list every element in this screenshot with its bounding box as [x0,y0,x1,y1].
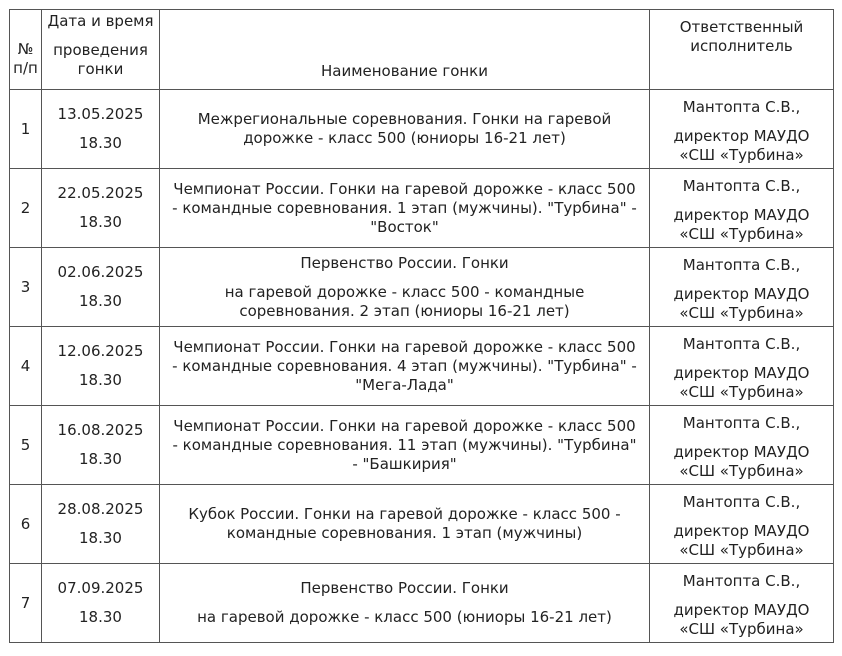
row-datetime [42,327,160,406]
header-datetime-line1: Дата и время [47,12,154,30]
row-responsible-org: «СШ «Турбина» [679,620,804,638]
row-date: 16.08.2025 [57,421,144,439]
row-race-name-text: Чемпионат России. Гонки на гаревой дорожке - класс 500 - командные соревнования. 1 этап (мужчины). "Турбина" - "Восток" [172,179,637,236]
row-responsible-org: «СШ «Турбина» [679,383,804,401]
table-row [10,169,834,248]
row-number: 4 [10,327,42,406]
table-row [10,406,834,485]
header-number: № п/п [10,10,42,90]
row-race-name-text: Чемпионат России. Гонки на гаревой дорожке - класс 500 - командные соревнования. 4 этап (мужчины). "Турбина" - "Мега-Лада" [172,337,637,394]
row-responsible [650,169,834,248]
table-row [10,248,834,327]
row-race-name-text: Межрегиональные соревнования. Гонки на гаревой дорожке - класс 500 (юниоры 16-21 лет) [197,110,612,147]
row-time: 18.30 [79,292,122,310]
header-datetime-line2: проведения гонки [53,41,148,78]
row-responsible [650,485,834,564]
row-responsible [650,327,834,406]
row-datetime [42,248,160,327]
race-schedule-table [9,9,834,643]
row-responsible [650,406,834,485]
row-race-name-text-2: на гаревой дорожке - класс 500 - командные соревнования. 2 этап (юниоры 16-21 лет) [224,282,585,320]
row-race-name-text: Чемпионат России. Гонки на гаревой дорожке - класс 500 - командные соревнования. 11 этап (мужчины). "Турбина" - "Башкирия" [172,416,637,473]
row-responsible-position: директор МАУДО [673,601,810,619]
row-race-name [160,564,650,643]
row-number: 6 [10,485,42,564]
table-row [10,564,834,643]
row-responsible-org: «СШ «Турбина» [679,541,804,559]
row-time: 18.30 [79,608,122,626]
row-race-name-text: Первенство России. Гонки [300,253,509,272]
row-responsible-org: «СШ «Турбина» [679,304,804,322]
header-datetime [42,10,160,90]
row-responsible [650,248,834,327]
row-number: 7 [10,564,42,643]
row-time: 18.30 [79,529,122,547]
row-responsible-name: Мантопта С.В., [682,414,801,432]
row-race-name [160,485,650,564]
row-number: 3 [10,248,42,327]
row-responsible-name: Мантопта С.В., [682,335,801,353]
row-datetime [42,406,160,485]
row-responsible-name: Мантопта С.В., [682,98,801,116]
row-responsible-org: «СШ «Турбина» [679,462,804,480]
row-number: 5 [10,406,42,485]
row-race-name [160,169,650,248]
row-race-name-text: Первенство России. Гонки [300,579,509,597]
row-responsible-position: директор МАУДО [673,522,810,540]
row-responsible-org: «СШ «Турбина» [679,225,804,243]
row-datetime [42,485,160,564]
row-race-name [160,90,650,169]
row-date: 28.08.2025 [57,500,144,518]
row-date: 02.06.2025 [57,263,144,281]
row-responsible [650,564,834,643]
row-responsible-position: директор МАУДО [673,206,810,224]
table-row [10,90,834,169]
row-date: 07.09.2025 [57,579,144,597]
row-datetime [42,90,160,169]
row-responsible-name: Мантопта С.В., [682,572,801,590]
table-row [10,485,834,564]
row-responsible-name: Мантопта С.В., [682,256,801,274]
row-date: 22.05.2025 [57,184,144,202]
row-responsible-position: директор МАУДО [673,443,810,461]
row-time: 18.30 [79,450,122,468]
row-race-name [160,406,650,485]
row-responsible-position: директор МАУДО [673,127,810,145]
row-responsible-position: директор МАУДО [673,285,810,303]
row-race-name [160,248,650,327]
table-row [10,327,834,406]
row-date: 13.05.2025 [57,105,144,123]
row-datetime [42,564,160,643]
row-number: 2 [10,169,42,248]
row-responsible-org: «СШ «Турбина» [679,146,804,164]
row-race-name-text-2: на гаревой дорожке - класс 500 (юниоры 16-21 лет) [197,608,612,626]
row-time: 18.30 [79,213,122,231]
header-race-name: Наименование гонки [160,10,650,90]
row-datetime [42,169,160,248]
row-time: 18.30 [79,371,122,389]
row-responsible-name: Мантопта С.В., [682,177,801,195]
row-responsible [650,90,834,169]
row-responsible-position: директор МАУДО [673,364,810,382]
row-responsible-name: Мантопта С.В., [682,493,801,511]
row-race-name-text: Кубок России. Гонки на гаревой дорожке - класс 500 - командные соревнования. 1 этап (мужчины) [188,505,621,542]
row-date: 12.06.2025 [57,342,144,360]
row-number: 1 [10,90,42,169]
header-responsible: Ответственный исполнитель [650,10,834,90]
row-time: 18.30 [79,134,122,152]
row-race-name [160,327,650,406]
table-header-row [10,10,834,90]
